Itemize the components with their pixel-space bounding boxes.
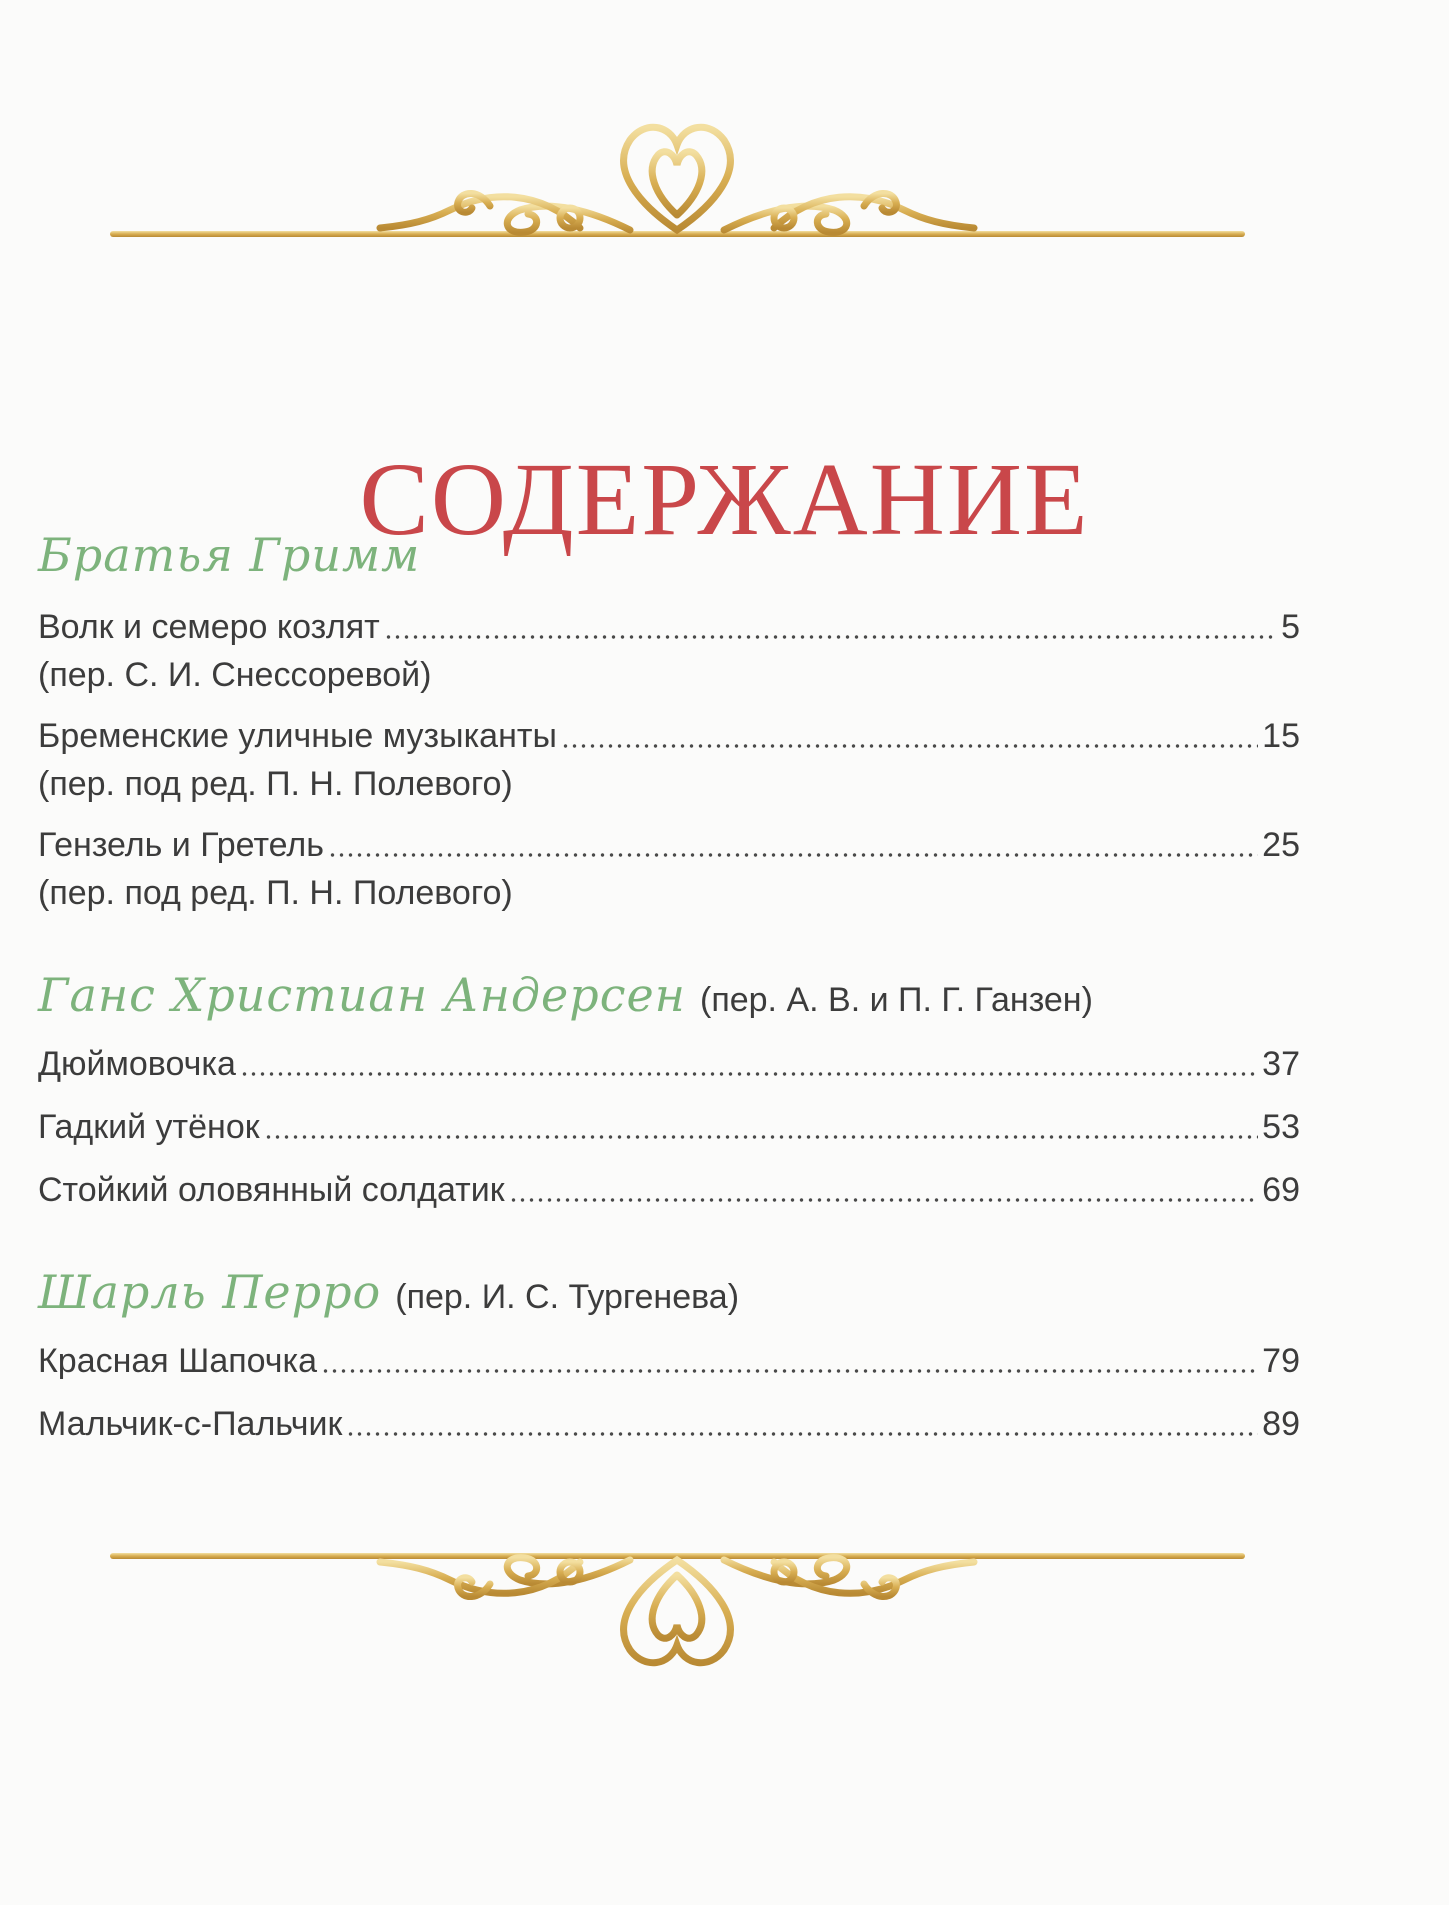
toc-entry[interactable] xyxy=(38,1103,1300,1151)
dot-leader xyxy=(240,1071,1258,1077)
section-author: Братья Гримм xyxy=(38,528,421,582)
section-translator: (пер. А. В. и П. Г. Ганзен) xyxy=(700,981,1093,1019)
entry-translator: (пер. под ред. П. Н. Полевого) xyxy=(38,765,513,803)
section-heading xyxy=(38,528,420,582)
toc-entry[interactable] xyxy=(38,1040,1300,1088)
entry-page: 69 xyxy=(1262,1171,1300,1209)
entry-page: 37 xyxy=(1262,1045,1300,1083)
top-ornament-icon xyxy=(110,110,1245,260)
section-author: Шарль Перро xyxy=(38,1265,382,1319)
dot-leader xyxy=(264,1134,1259,1140)
entry-page: 79 xyxy=(1262,1342,1300,1380)
entry-title: Гадкий утёнок xyxy=(38,1108,260,1146)
entry-page: 89 xyxy=(1262,1405,1300,1443)
dot-leader xyxy=(384,634,1277,640)
entry-title: Красная Шапочка xyxy=(38,1342,318,1380)
entry-page: 25 xyxy=(1262,826,1300,864)
toc-entry[interactable] xyxy=(38,603,1300,699)
entry-title: Мальчик-с-Пальчик xyxy=(38,1405,343,1443)
entry-title: Волк и семеро козлят xyxy=(38,608,380,646)
toc-entry[interactable] xyxy=(38,1400,1300,1448)
section-heading xyxy=(38,968,1093,1022)
section-heading xyxy=(38,1265,739,1319)
bottom-ornament-icon xyxy=(110,1530,1245,1680)
entry-title: Дюймовочка xyxy=(38,1045,236,1083)
section-author: Ганс Христиан Андерсен xyxy=(38,968,686,1022)
toc-entry[interactable] xyxy=(38,1166,1300,1214)
dot-leader xyxy=(328,852,1258,858)
dot-leader xyxy=(321,1368,1258,1374)
entry-translator: (пер. С. И. Снессоревой) xyxy=(38,656,432,694)
entry-title: Стойкий оловянный солдатик xyxy=(38,1171,505,1209)
page-title: СОДЕРЖАНИЕ xyxy=(359,441,1090,557)
toc-entry[interactable] xyxy=(38,1337,1300,1385)
entry-page: 53 xyxy=(1262,1108,1300,1146)
dot-leader xyxy=(509,1197,1259,1203)
entry-page: 5 xyxy=(1281,608,1300,646)
entry-title: Бременские уличные музыканты xyxy=(38,717,557,755)
toc-entry[interactable] xyxy=(38,821,1300,917)
dot-leader xyxy=(346,1431,1258,1437)
dot-leader xyxy=(561,743,1258,749)
section-translator: (пер. И. С. Тургенева) xyxy=(395,1278,740,1316)
entry-title: Гензель и Гретель xyxy=(38,826,324,864)
toc-entry[interactable] xyxy=(38,712,1300,808)
entry-page: 15 xyxy=(1262,717,1300,755)
entry-translator: (пер. под ред. П. Н. Полевого) xyxy=(38,874,513,912)
